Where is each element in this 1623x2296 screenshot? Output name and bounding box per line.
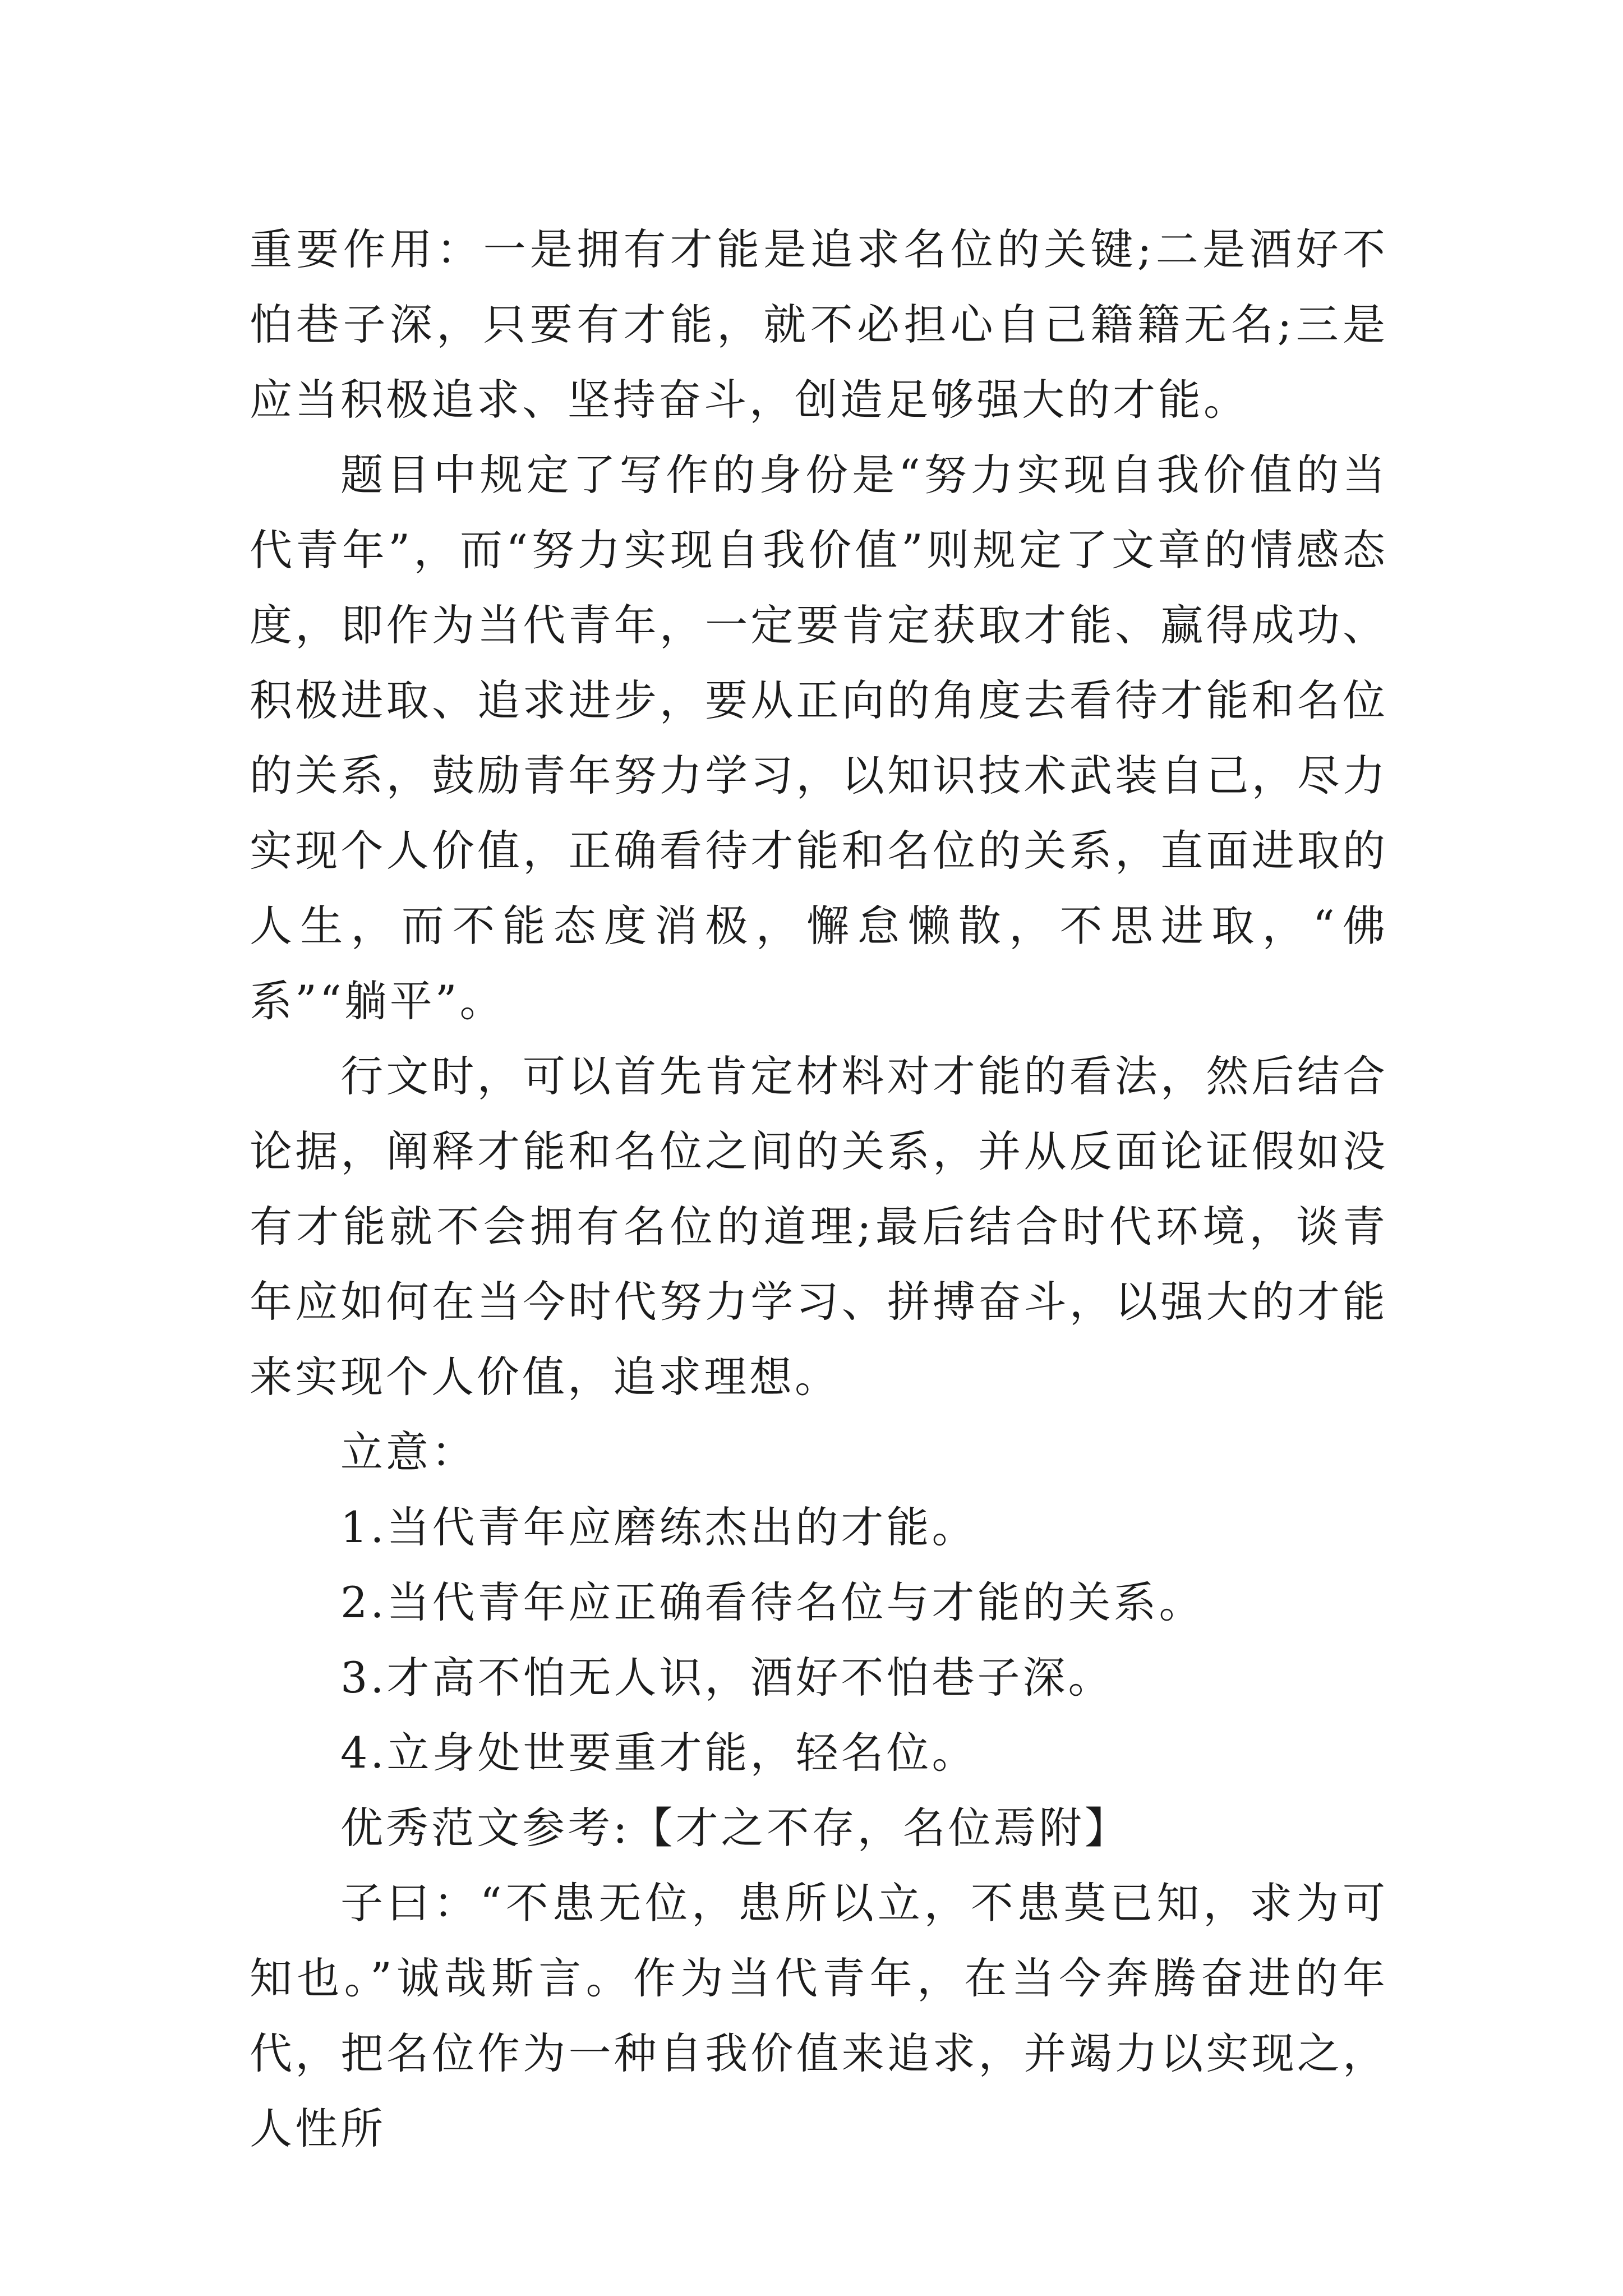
section-heading-liyi: 立意： <box>340 1427 477 1477</box>
essay-paragraph-1: 子曰：“不患无位，患所以立，不患莫已知，求为可知也。”诚哉斯言。作为当代青年，在当今奔腾奋进的年代，把名位作为一种自我价值来追求，并竭力以实现之，人性所 <box>250 1878 1388 2154</box>
paragraph-3: 行文时，可以首先肯定材料对才能的看法，然后结合论据，阐释才能和名位之间的关系，并从反面论证假如没有才能就不会拥有名位的道理;最后结合时代环境，谈青年应如何在当今时代努力学习、拼搏奋斗，以强大的才能来实现个人价值，追求理想。 <box>250 1051 1388 1402</box>
document-body <box>250 212 1388 2166</box>
paragraph-2: 题目中规定了写作的身份是“努力实现自我价值的当代青年”，而“努力实现自我价值”则规定了文章的情感态度，即作为当代青年，一定要肯定获取才能、赢得成功、积极进取、追求进步，要从正向的角度去看待才能和名位的关系，鼓励青年努力学习，以知识技术武装自己，尽力实现个人价值，正确看待才能和名位的关系，直面进取的人生，而不能态度消极，懈怠懒散，不思进取，“佛系”“躺平”。 <box>250 450 1388 1026</box>
list-item-1: 1.当代青年应磨练杰出的才能。 <box>340 1502 978 1552</box>
list-item-3: 3.才高不怕无人识，酒好不怕巷子深。 <box>340 1653 1114 1703</box>
list-item-4: 4.立身处世要重才能，轻名位。 <box>340 1728 978 1778</box>
list-item-2: 2.当代青年应正确看待名位与才能的关系。 <box>340 1577 1205 1627</box>
paragraph-1: 重要作用：一是拥有才能是追求名位的关键;二是酒好不怕巷子深，只要有才能，就不必担心自己籍籍无名;三是应当积极追求、坚持奋斗，创造足够强大的才能。 <box>250 224 1388 425</box>
sample-essay-heading: 优秀范文参考:【才之不存，名位焉附】 <box>340 1803 1130 1853</box>
